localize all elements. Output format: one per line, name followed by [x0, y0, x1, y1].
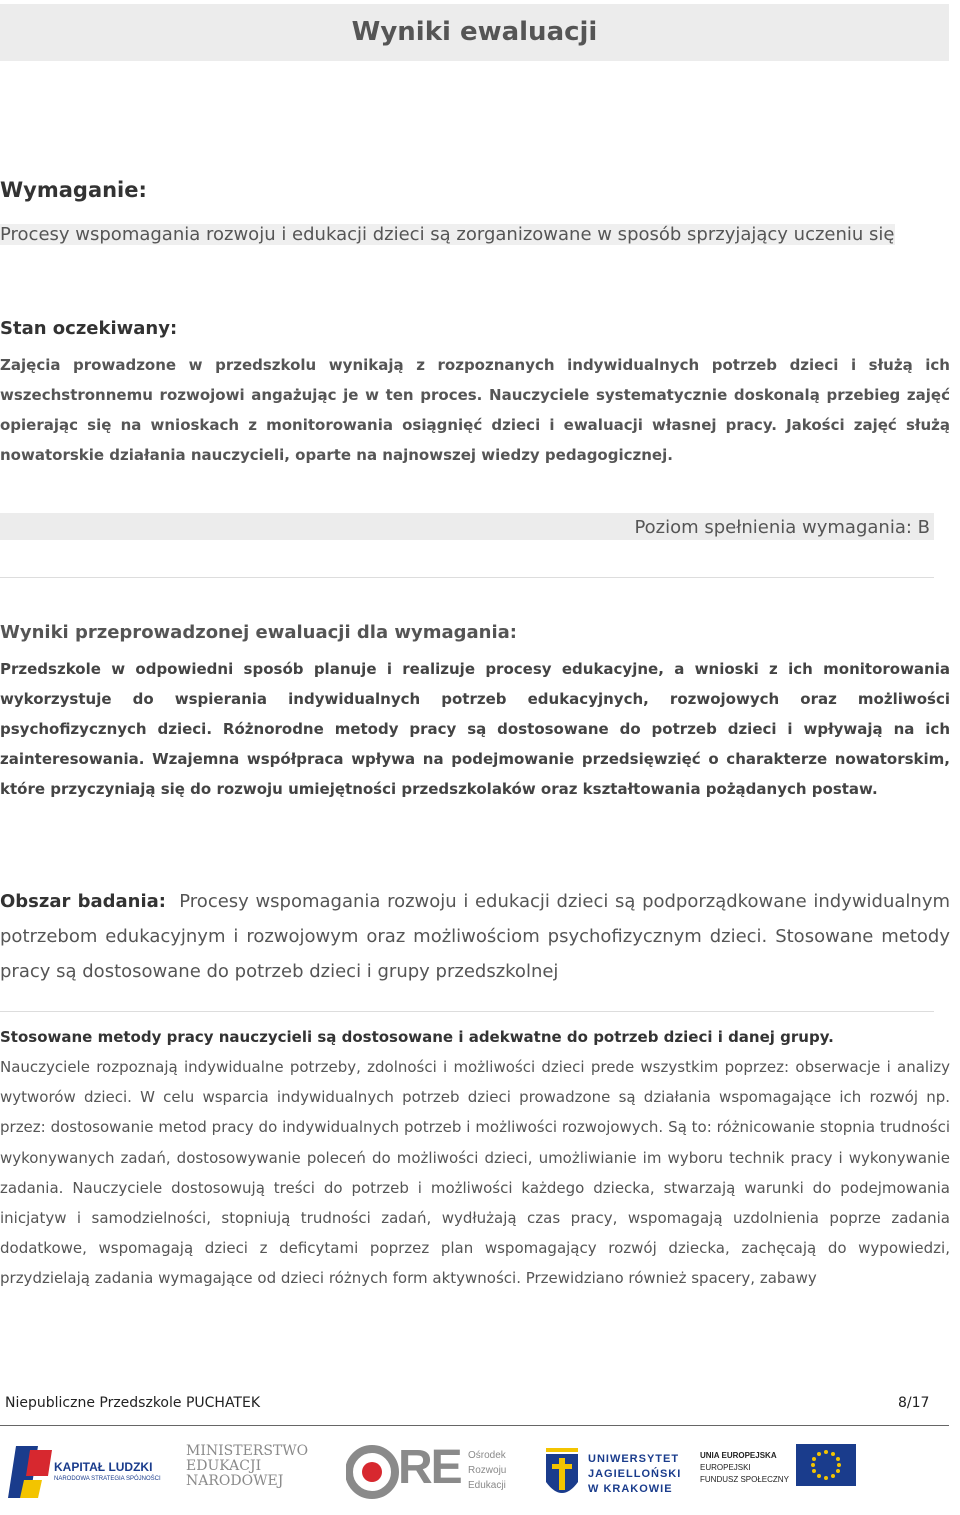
area-label: Obszar badania: — [0, 891, 166, 912]
ore-line2: Rozwoju — [468, 1465, 507, 1476]
kapital-ludzki-name: KAPITAŁ LUDZKI — [54, 1460, 153, 1474]
uj-line2: JAGIELLOŃSKI — [588, 1468, 682, 1480]
men-logo — [186, 1438, 309, 1510]
uj-logo — [542, 1438, 682, 1510]
kapital-ludzki-logo — [8, 1438, 168, 1510]
kapital-ludzki-icon — [8, 1442, 56, 1502]
uj-crest-icon — [542, 1442, 582, 1506]
ue-line2: EUROPEJSKI — [700, 1463, 751, 1472]
expected-state-text: Zajęcia prowadzone w przedszkolu wynikają z rozpoznanych indywidualnych potrzeb dzieci i służą ich wszechstronnemu rozwojowi angażując je w ten proces. Nauczyciele systematycznie doskonalą przebieg zajęć opierając się na wnioskach z monitorowania osiągnięć dzieci i ewaluacji własnej pracy. Jakości zajęć służą nowatorskie działania nauczycieli, oparte na najnowszej wiedzy pedagogicznej. — [0, 356, 950, 464]
logos-strip — [0, 1438, 960, 1510]
men-line3: NARODOWEJ — [186, 1473, 284, 1489]
ue-line1: UNIA EUROPEJSKA — [700, 1451, 777, 1460]
expected-state-heading: Stan oczekiwany: — [0, 318, 178, 339]
area-section — [0, 884, 950, 989]
results-heading: Wyniki przeprowadzonej ewaluacji dla wymagania: — [0, 622, 517, 643]
ore-line3: Edukacji — [468, 1480, 506, 1491]
requirement-text — [0, 217, 950, 253]
ore-logo — [346, 1438, 516, 1510]
level-bar — [0, 513, 934, 540]
requirement-text-content: Procesy wspomagania rozwoju i edukacji dzieci są zorganizowane w sposób sprzyjający uczeniu się — [0, 224, 895, 245]
ore-mark: RE — [398, 1441, 461, 1494]
level-text: Poziom spełnienia wymagania: B — [634, 517, 930, 538]
requirement-heading: Wymaganie: — [0, 178, 147, 202]
methods-text: Nauczyciele rozpoznają indywidualne potrzeby, zdolności i możliwości dzieci prede wszystkim poprzez: obserwacje i analizy wytworów dzieci. W celu wsparcia indywidualnych potrzeb dzieci prowadzone są działania wspomagające ich rozwój np. przez: dostosowanie metod pracy do indywidualnych potrzeb i możliwości rozwojowych. Są to: różnicowanie stopnia trudności wykonywanych zadań, dostosowywanie poleceń do możliwości dzieci, umożliwianie im wyboru technik pracy i wykonywanie zadania. Nauczyciele dostosowują treści do potrzeb i możliwości każdego dziecka, stwarzają warunki do podejmowania inicjatyw i samodzielności, stopniują trudności zadań, wydłużają czas pracy, wspomagają uzdolnienia poprze zadania dodatkowe, wspomagają dzieci z deficytami poprzez plan wspomagający rozwój dziecka, zachęcają do wypowiedzi, przydzielają zadania wymagające od dzieci różnych form aktywności. Przewidziano również spacery, zabawy — [0, 1058, 950, 1288]
kapital-ludzki-subtitle: NARODOWA STRATEGIA SPÓJNOŚCI — [54, 1476, 161, 1482]
methods-heading: Stosowane metody pracy nauczycieli są dostosowane i adekwatne do potrzeb dzieci i danej grupy. — [0, 1028, 834, 1046]
divider — [0, 577, 934, 578]
title-bar — [0, 4, 949, 61]
results-text: Przedszkole w odpowiedni sposób planuje i realizuje procesy edukacyjne, a wnioski z ich monitorowania wykorzystuje do wspierania indywidualnych potrzeb edukacyjnych, rozwojowych oraz możliwości psychofizycznych dzieci. Różnorodne metody pracy są dostosowane do potrzeb dzieci i wpływają na ich zainteresowania. Wzajemna współpraca wpływa na podejmowanie przedsięwzięć o charakterze nowatorskim, które przyczyniają się do rozwoju umiejętności przedszkolaków oraz kształtowania pożądanych postaw. — [0, 660, 950, 798]
area-text: Procesy wspomagania rozwoju i edukacji dzieci są podporządkowane indywidualnym potrzebom edukacyjnym i rozwojowym oraz możliwościom psychofizycznym dzieci. Stosowane metody pracy są dostosowane do potrzeb dzieci i grupy przedszkolnej — [0, 891, 951, 982]
men-line1: MINISTERSTWO — [186, 1443, 309, 1459]
footer-divider — [0, 1425, 949, 1426]
uj-line3: W KRAKOWIE — [588, 1483, 673, 1495]
footer-institution: Niepubliczne Przedszkole PUCHATEK — [5, 1395, 261, 1411]
uj-line1: UNIWERSYTET — [588, 1453, 680, 1465]
page-title: Wyniki ewaluacji — [351, 17, 598, 47]
ue-line3: FUNDUSZ SPOŁECZNY — [700, 1475, 789, 1484]
eu-flag-icon — [796, 1444, 856, 1486]
ore-line1: Ośrodek — [468, 1450, 506, 1461]
ue-logo — [700, 1438, 860, 1510]
divider — [0, 1011, 934, 1012]
men-line2: EDUKACJI — [186, 1458, 262, 1474]
footer-page-number: 8/17 — [898, 1395, 930, 1411]
